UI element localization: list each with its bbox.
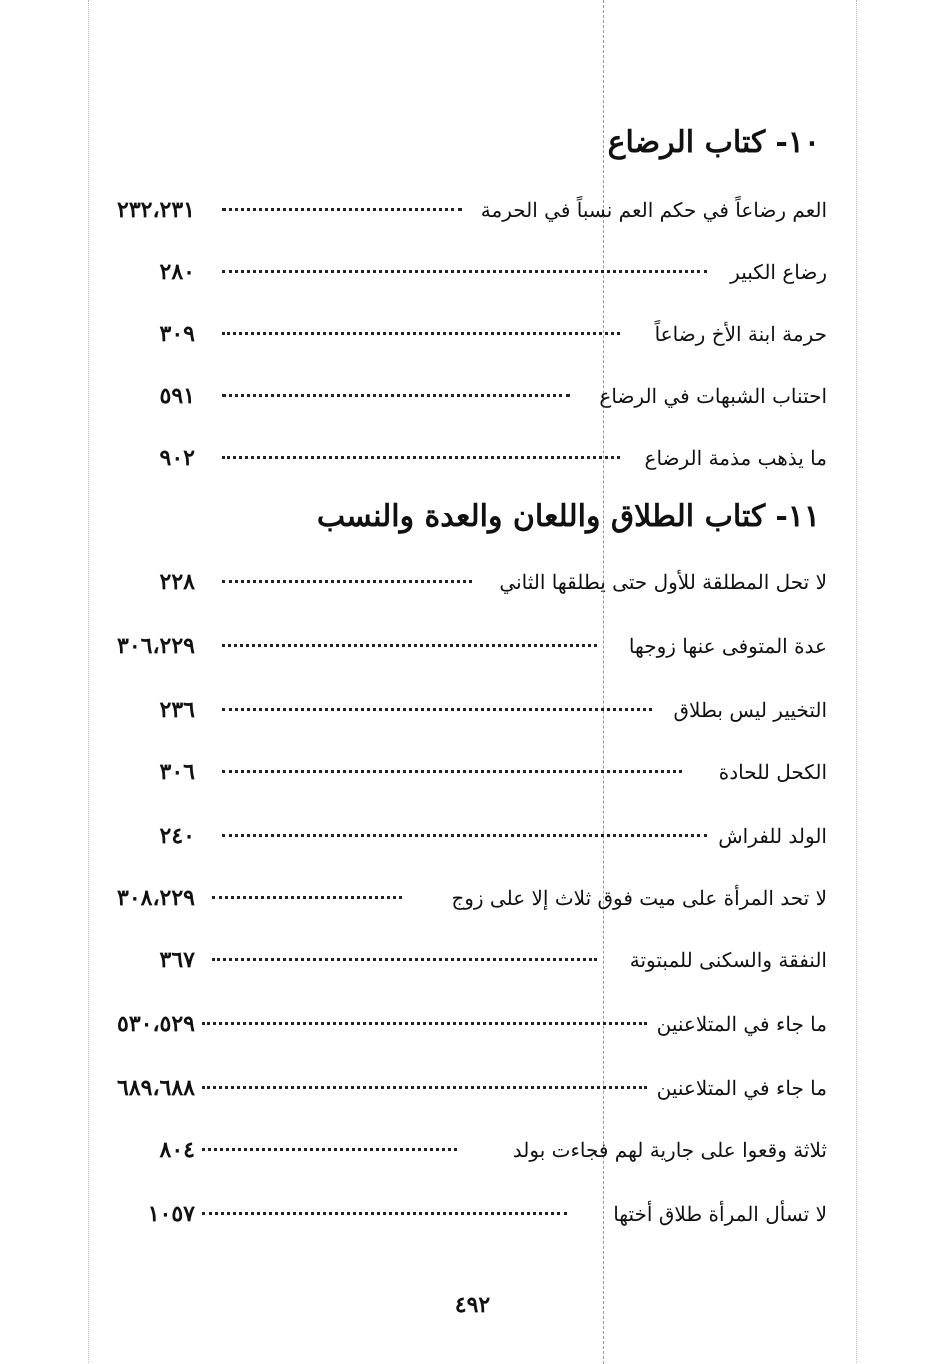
leader-dots — [222, 332, 620, 335]
entry-title: ثلاثة وقعوا على جارية لهم فجاءت بولد — [512, 1138, 827, 1162]
index-entry — [0, 626, 945, 666]
section-heading — [316, 499, 820, 534]
entry-title: ما جاء في المتلاعنين — [656, 1076, 827, 1100]
section-number: ١١- — [775, 499, 820, 534]
entry-title: ما يذهب مذمة الرضاع — [644, 446, 827, 470]
entry-pages: ٣٠٩ — [159, 321, 195, 347]
section-title: كتاب الطلاق واللعان والعدة والنسب — [316, 499, 766, 534]
entry-title: الولد للفراش — [718, 824, 827, 848]
entry-pages: ٣٠٦ — [159, 759, 195, 785]
section-heading — [607, 125, 820, 160]
leader-dots — [202, 1148, 457, 1151]
index-entry — [0, 1130, 945, 1170]
entry-pages: ٣٦٧ — [159, 947, 195, 973]
index-entry — [0, 438, 945, 478]
entry-pages: ٥٣٠،٥٢٩ — [117, 1011, 195, 1037]
entry-title: ما جاء في المتلاعنين — [656, 1012, 827, 1036]
entry-pages: ٢٣٦ — [159, 697, 195, 723]
entry-pages: ٥٩١ — [159, 383, 195, 409]
entry-pages: ٨٠٤ — [159, 1137, 195, 1163]
leader-dots — [202, 1022, 647, 1025]
index-entry — [0, 1194, 945, 1234]
leader-dots — [222, 834, 707, 837]
section-title: كتاب الرضاع — [607, 125, 766, 160]
entry-pages: ٢٢٨ — [159, 569, 195, 595]
index-entry — [0, 940, 945, 980]
leader-dots — [202, 1086, 647, 1089]
index-entry — [0, 376, 945, 416]
index-entry — [0, 252, 945, 292]
leader-dots — [222, 270, 707, 273]
index-entry — [0, 878, 945, 918]
entry-title: النفقة والسكنى للمبتوتة — [629, 948, 827, 972]
entry-title: حرمة ابنة الأخ رضاعاً — [654, 322, 827, 346]
entry-title: عدة المتوفى عنها زوجها — [628, 634, 827, 658]
leader-dots — [202, 1212, 567, 1215]
leader-dots — [222, 208, 462, 211]
leader-dots — [222, 580, 472, 583]
entry-title: رضاع الكبير — [730, 260, 827, 284]
leader-dots — [212, 896, 402, 899]
leader-dots — [222, 708, 652, 711]
entry-pages: ٢٣٢،٢٣١ — [117, 197, 195, 223]
entry-title: لا تحد المرأة على ميت فوق ثلاث إلا على زوج — [451, 886, 827, 910]
entry-title: لا تحل المطلقة للأول حتى يطلقها الثاني — [499, 570, 827, 594]
page-number: ٤٩٢ — [454, 1292, 491, 1318]
index-entry — [0, 752, 945, 792]
entry-pages: ٢٤٠ — [159, 823, 195, 849]
leader-dots — [212, 958, 597, 961]
index-entry — [0, 190, 945, 230]
entry-title: لا تسأل المرأة طلاق أختها — [613, 1202, 827, 1226]
entry-pages: ٣٠٦،٢٢٩ — [117, 633, 195, 659]
entry-pages: ٣٠٨،٢٢٩ — [117, 885, 195, 911]
index-entry — [0, 690, 945, 730]
entry-pages: ٩٠٢ — [159, 445, 195, 471]
entry-pages: ١٠٥٧ — [147, 1201, 195, 1227]
entry-pages: ٦٨٩،٦٨٨ — [117, 1075, 195, 1101]
entry-title: الكحل للحادة — [718, 760, 827, 784]
index-entry — [0, 1004, 945, 1044]
leader-dots — [222, 644, 597, 647]
leader-dots — [222, 770, 682, 773]
leader-dots — [222, 394, 570, 397]
index-entry — [0, 314, 945, 354]
leader-dots — [222, 456, 620, 459]
entry-pages: ٢٨٠ — [159, 259, 195, 285]
index-entry — [0, 1068, 945, 1108]
entry-title: العم رضاعاً في حكم العم نسباً في الحرمة — [480, 198, 827, 222]
index-entry — [0, 816, 945, 856]
index-entry — [0, 562, 945, 602]
entry-title: التخيير ليس بطلاق — [673, 698, 827, 722]
section-number: ١٠- — [775, 125, 820, 160]
entry-title: احتناب الشبهات في الرضاع — [599, 384, 827, 408]
